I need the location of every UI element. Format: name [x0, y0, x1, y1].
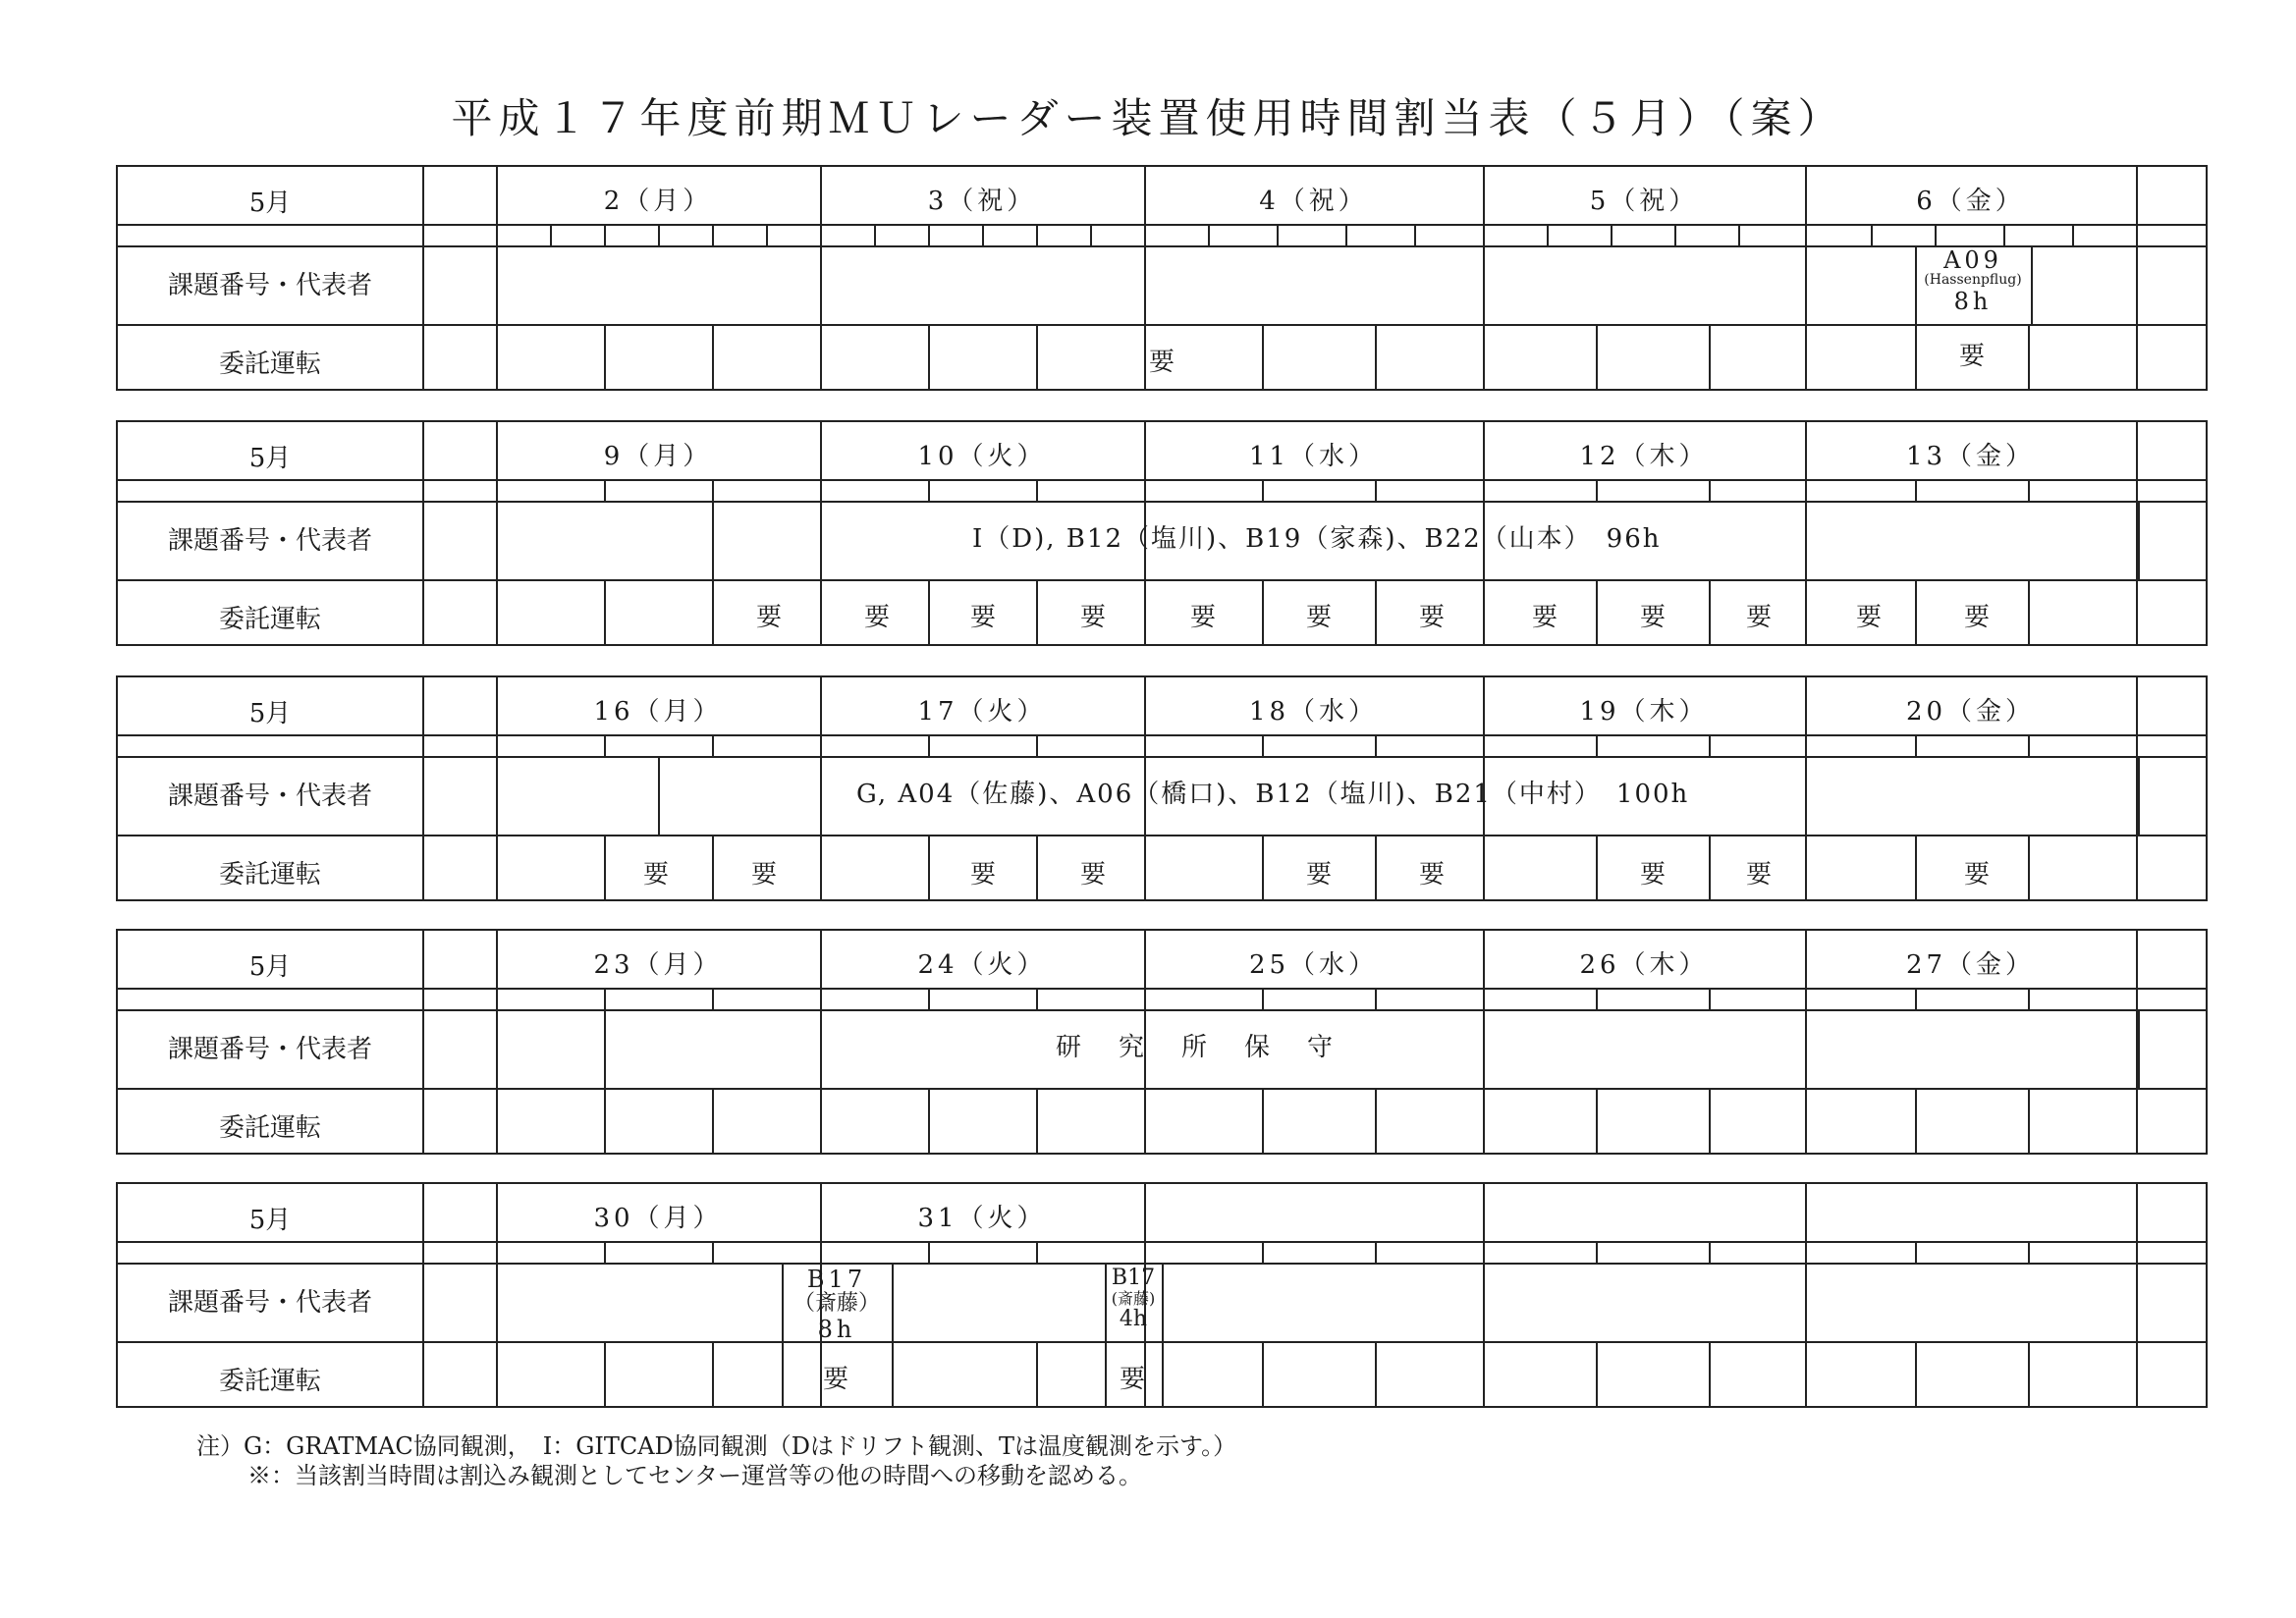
itaku-mark: 要 [1419, 860, 1446, 890]
day-header: 4（祝） [1259, 187, 1368, 216]
month-label: 5月 [248, 699, 292, 728]
month-label: 5月 [248, 952, 292, 982]
itaku-mark: 要 [1149, 348, 1175, 377]
day-header: 25（水） [1248, 950, 1379, 980]
itaku-mark: 要 [1190, 603, 1217, 632]
time-strip [118, 479, 2206, 503]
itaku-mark: 要 [970, 603, 997, 632]
week-table-5 [116, 1182, 2208, 1408]
time-strip [118, 734, 2206, 758]
day-header: 5（祝） [1589, 187, 1699, 216]
itaku-mark: 要 [970, 860, 997, 890]
project-label: 課題番号・代表者 [167, 271, 372, 300]
itaku-mark: 要 [1080, 603, 1107, 632]
time-strip [118, 224, 2206, 247]
note-line: 注）G：GRATMAC協同観測， I：GITCAD協同観測（Dはドリフト観測、Tは温度観測を示す。） [196, 1432, 1237, 1460]
itaku-mark: 要 [751, 860, 778, 890]
itaku-mark: 要 [1746, 603, 1773, 632]
day-header: 13（金） [1905, 442, 2036, 471]
month-label: 5月 [248, 1206, 292, 1235]
footnotes [196, 1431, 1236, 1490]
assignment-text: G, A04（佐藤)、A06（橋口)、B12（塩川)、B21（中村） 100h [856, 780, 1690, 809]
itaku-mark: 要 [1959, 342, 1986, 371]
itaku-row [118, 1088, 2206, 1153]
itaku-mark: 要 [864, 603, 891, 632]
day-header: 17（火） [917, 697, 1047, 727]
day-header: 30（月） [593, 1204, 723, 1233]
day-header: 6（金） [1916, 187, 2025, 216]
itaku-mark: 要 [1964, 603, 1991, 632]
itaku-mark: 要 [1640, 603, 1667, 632]
month-label: 5月 [248, 444, 292, 473]
project-label: 課題番号・代表者 [167, 1288, 372, 1318]
day-header: 2（月） [603, 187, 713, 216]
day-header: 3（祝） [927, 187, 1037, 216]
week-table-1 [116, 165, 2208, 391]
itaku-mark: 要 [1964, 860, 1991, 890]
itaku-mark: 要 [1120, 1365, 1146, 1394]
day-header: 16（月） [593, 697, 723, 727]
itaku-mark: 要 [643, 860, 670, 890]
header-row [118, 1184, 2206, 1243]
time-strip [118, 1241, 2206, 1265]
itaku-label: 委託運転 [218, 1113, 321, 1143]
itaku-mark: 要 [1532, 603, 1558, 632]
itaku-label: 委託運転 [218, 350, 321, 379]
project-label: 課題番号・代表者 [167, 1035, 372, 1064]
day-header: 20（金） [1905, 697, 2036, 727]
day-header: 9（月） [603, 442, 713, 471]
itaku-mark: 要 [1856, 603, 1883, 632]
itaku-mark: 要 [1306, 860, 1333, 890]
day-header: 10（火） [917, 442, 1047, 471]
assignment-label: B17 （斎藤） 8h [793, 1266, 880, 1343]
itaku-label: 委託運転 [218, 605, 321, 634]
page-title: 平成１７年度前期ＭＵレーダー装置使用時間割当表（５月）（案） [451, 94, 1845, 142]
day-header: 19（木） [1579, 697, 1709, 727]
project-label: 課題番号・代表者 [167, 526, 372, 556]
assignment-text: I（D), B12（塩川)、B19（家森)、B22（山本） 96h [972, 524, 1662, 554]
project-row [118, 245, 2206, 326]
itaku-mark: 要 [1306, 603, 1333, 632]
itaku-mark: 要 [756, 603, 783, 632]
day-header: 18（水） [1248, 697, 1379, 727]
day-header: 11（水） [1248, 442, 1379, 471]
week-table-2 [116, 420, 2208, 646]
time-strip [118, 988, 2206, 1011]
itaku-mark: 要 [1419, 603, 1446, 632]
assignment-label: A09 (Hassenpflug) 8h [1924, 246, 2022, 315]
day-header: 24（火） [917, 950, 1047, 980]
itaku-row [118, 579, 2206, 644]
itaku-mark: 要 [1080, 860, 1107, 890]
week-table-4 [116, 929, 2208, 1155]
itaku-label: 委託運転 [218, 1367, 321, 1396]
itaku-label: 委託運転 [218, 860, 321, 890]
project-label: 課題番号・代表者 [167, 782, 372, 811]
itaku-row [118, 835, 2206, 899]
day-header: 23（月） [593, 950, 723, 980]
itaku-mark: 要 [823, 1365, 849, 1394]
itaku-mark: 要 [1640, 860, 1667, 890]
note-line: ※：当該割当時間は割込み観測としてセンター運営等の他の時間への移動を認める。 [247, 1462, 1143, 1489]
assignment-text: 研 究 所 保 守 [1056, 1033, 1339, 1062]
day-header: 31（火） [917, 1204, 1047, 1233]
day-header: 26（木） [1579, 950, 1709, 980]
week-table-3 [116, 675, 2208, 901]
assignment-label: B17 (斎藤) 4h [1111, 1266, 1156, 1331]
itaku-mark: 要 [1746, 860, 1773, 890]
day-header: 12（木） [1579, 442, 1709, 471]
assignment-block [604, 1009, 2140, 1088]
day-header: 27（金） [1905, 950, 2036, 980]
month-label: 5月 [248, 189, 292, 218]
